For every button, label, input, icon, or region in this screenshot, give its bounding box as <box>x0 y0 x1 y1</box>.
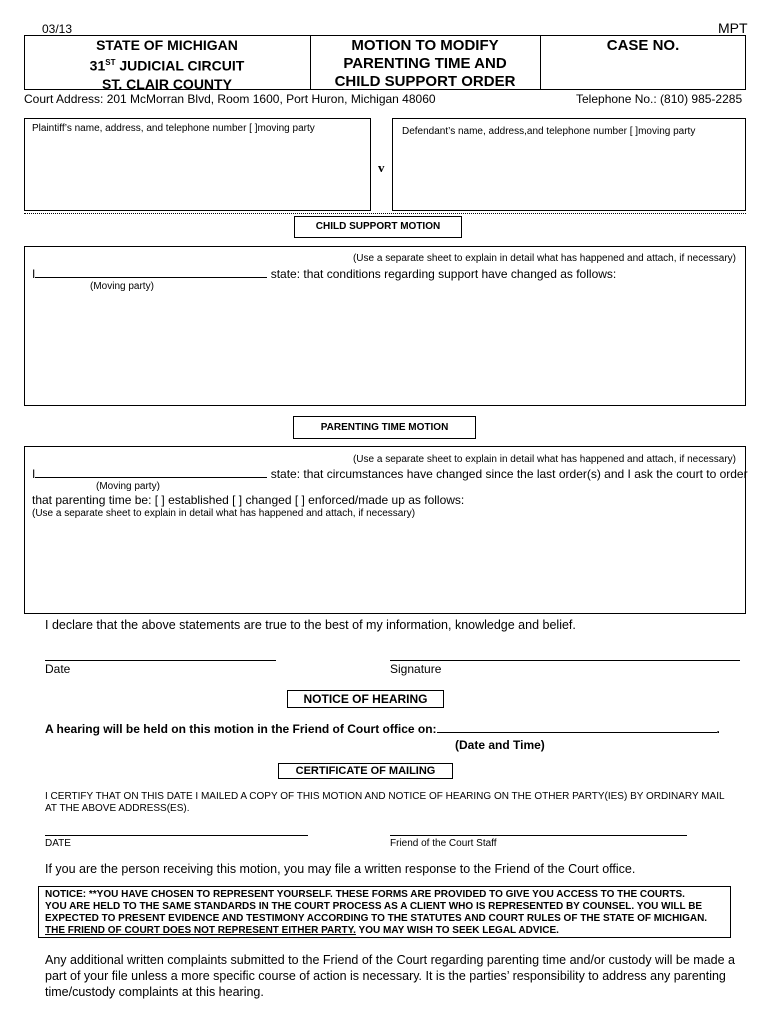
court-address: Court Address: 201 McMorran Blvd, Room 1600, Port Huron, Michigan 48060 <box>24 92 436 106</box>
form-revision: 03/13 <box>42 22 73 36</box>
moving-party-caption: (Moving party) <box>90 281 154 292</box>
versus-label: v <box>378 160 385 175</box>
hearing-date-blank[interactable] <box>437 732 717 733</box>
staff-signature-line[interactable] <box>390 835 687 836</box>
notice-of-hearing-heading: NOTICE OF HEARING <box>287 690 444 708</box>
certificate-text: I CERTIFY THAT ON THIS DATE I MAILED A COPY OF THIS MOTION AND NOTICE OF HEARING ON THE OTHER PARTY(IES) BY ORDINARY MAIL AT THE ABOVE ADDRESS(ES). <box>45 791 725 814</box>
signature-label: Signature <box>390 662 442 676</box>
parenting-options: that parenting time be: [ ] established [ ] changed [ ] enforced/made up as follows: <box>32 493 465 507</box>
response-text: If you are the person receiving this motion, you may file a written response to the Friend of the Court office. <box>45 862 636 876</box>
footer-text: Any additional written complaints submitted to the Friend of the Court regarding parenting time and/or custody will be made a part of your file unless a more specific course of action is necessary. It is the parties’ responsibility to address any parenting time/custody complaints at this hearing. <box>45 953 735 999</box>
court-name: STATE OF MICHIGAN 31ST JUDICIAL CIRCUIT ST. CLAIR COUNTY <box>89 37 245 92</box>
certificate-heading: CERTIFICATE OF MAILING <box>278 763 453 779</box>
plaintiff-label: Plaintiff’s name, address, and telephone number [ ]moving party <box>32 123 315 134</box>
staff-label: Friend of the Court Staff <box>390 838 497 849</box>
hearing-text: A hearing will be held on this motion in the Friend of Court office on: . <box>45 722 720 736</box>
child-support-instruction: (Use a separate sheet to explain in detail what has happened and attach, if necessary) <box>352 253 736 264</box>
certificate-date-label: DATE <box>45 838 71 849</box>
form-code: MPT <box>718 20 748 36</box>
signature-line[interactable] <box>390 660 740 661</box>
parenting-time-instruction-2: (Use a separate sheet to explain in detail what has happened and attach, if necessary) <box>32 508 416 519</box>
moving-party-blank[interactable] <box>35 477 267 478</box>
certificate-date-line[interactable] <box>45 835 308 836</box>
page-title: MOTION TO MODIFY PARENTING TIME AND CHILD SUPPORT ORDER <box>334 37 516 90</box>
case-no-label: CASE NO. <box>606 37 680 54</box>
defendant-label: Defendant’s name, address,and telephone number [ ]moving party <box>402 126 696 137</box>
parenting-time-statement: I state: that circumstances have changed since the last order(s) and I ask the court to order <box>32 467 748 481</box>
date-label: Date <box>45 662 71 676</box>
date-time-caption: (Date and Time) <box>455 738 545 752</box>
declaration-text: I declare that the above statements are true to the best of my information, knowledge and belief. <box>45 618 576 632</box>
parenting-time-instruction: (Use a separate sheet to explain in detail what has happened and attach, if necessary) <box>352 454 736 465</box>
parenting-time-heading: PARENTING TIME MOTION <box>293 416 476 439</box>
moving-party-caption: (Moving party) <box>96 481 160 492</box>
court-telephone: Telephone No.: (810) 985-2285 <box>576 92 743 106</box>
date-line[interactable] <box>45 660 276 661</box>
child-support-heading: CHILD SUPPORT MOTION <box>294 216 462 238</box>
child-support-statement: I state: that conditions regarding support have changed as follows: <box>32 267 617 281</box>
moving-party-blank[interactable] <box>35 277 267 278</box>
self-representation-notice: NOTICE: **YOU HAVE CHOSEN TO REPRESENT YOURSELF. THESE FORMS ARE PROVIDED TO GIVE YOU ACCESS TO THE COURTS. YOU ARE HELD TO THE SAME STANDARDS IN THE COURT PROCESS AS A CLIENT WHO IS REPRESENTED BY COUNSEL. YOU WILL BE EXPECTED TO PRESENT EVIDENCE AND TESTIMONY ACCORDING TO THE STATUTES AND COURT RULES OF THE STATE OF MICHIGAN. THE FRIEND OF COURT DOES NOT REPRESENT EITHER PARTY. YOU MAY WISH TO SEEK LEGAL ADVICE. <box>38 886 731 938</box>
